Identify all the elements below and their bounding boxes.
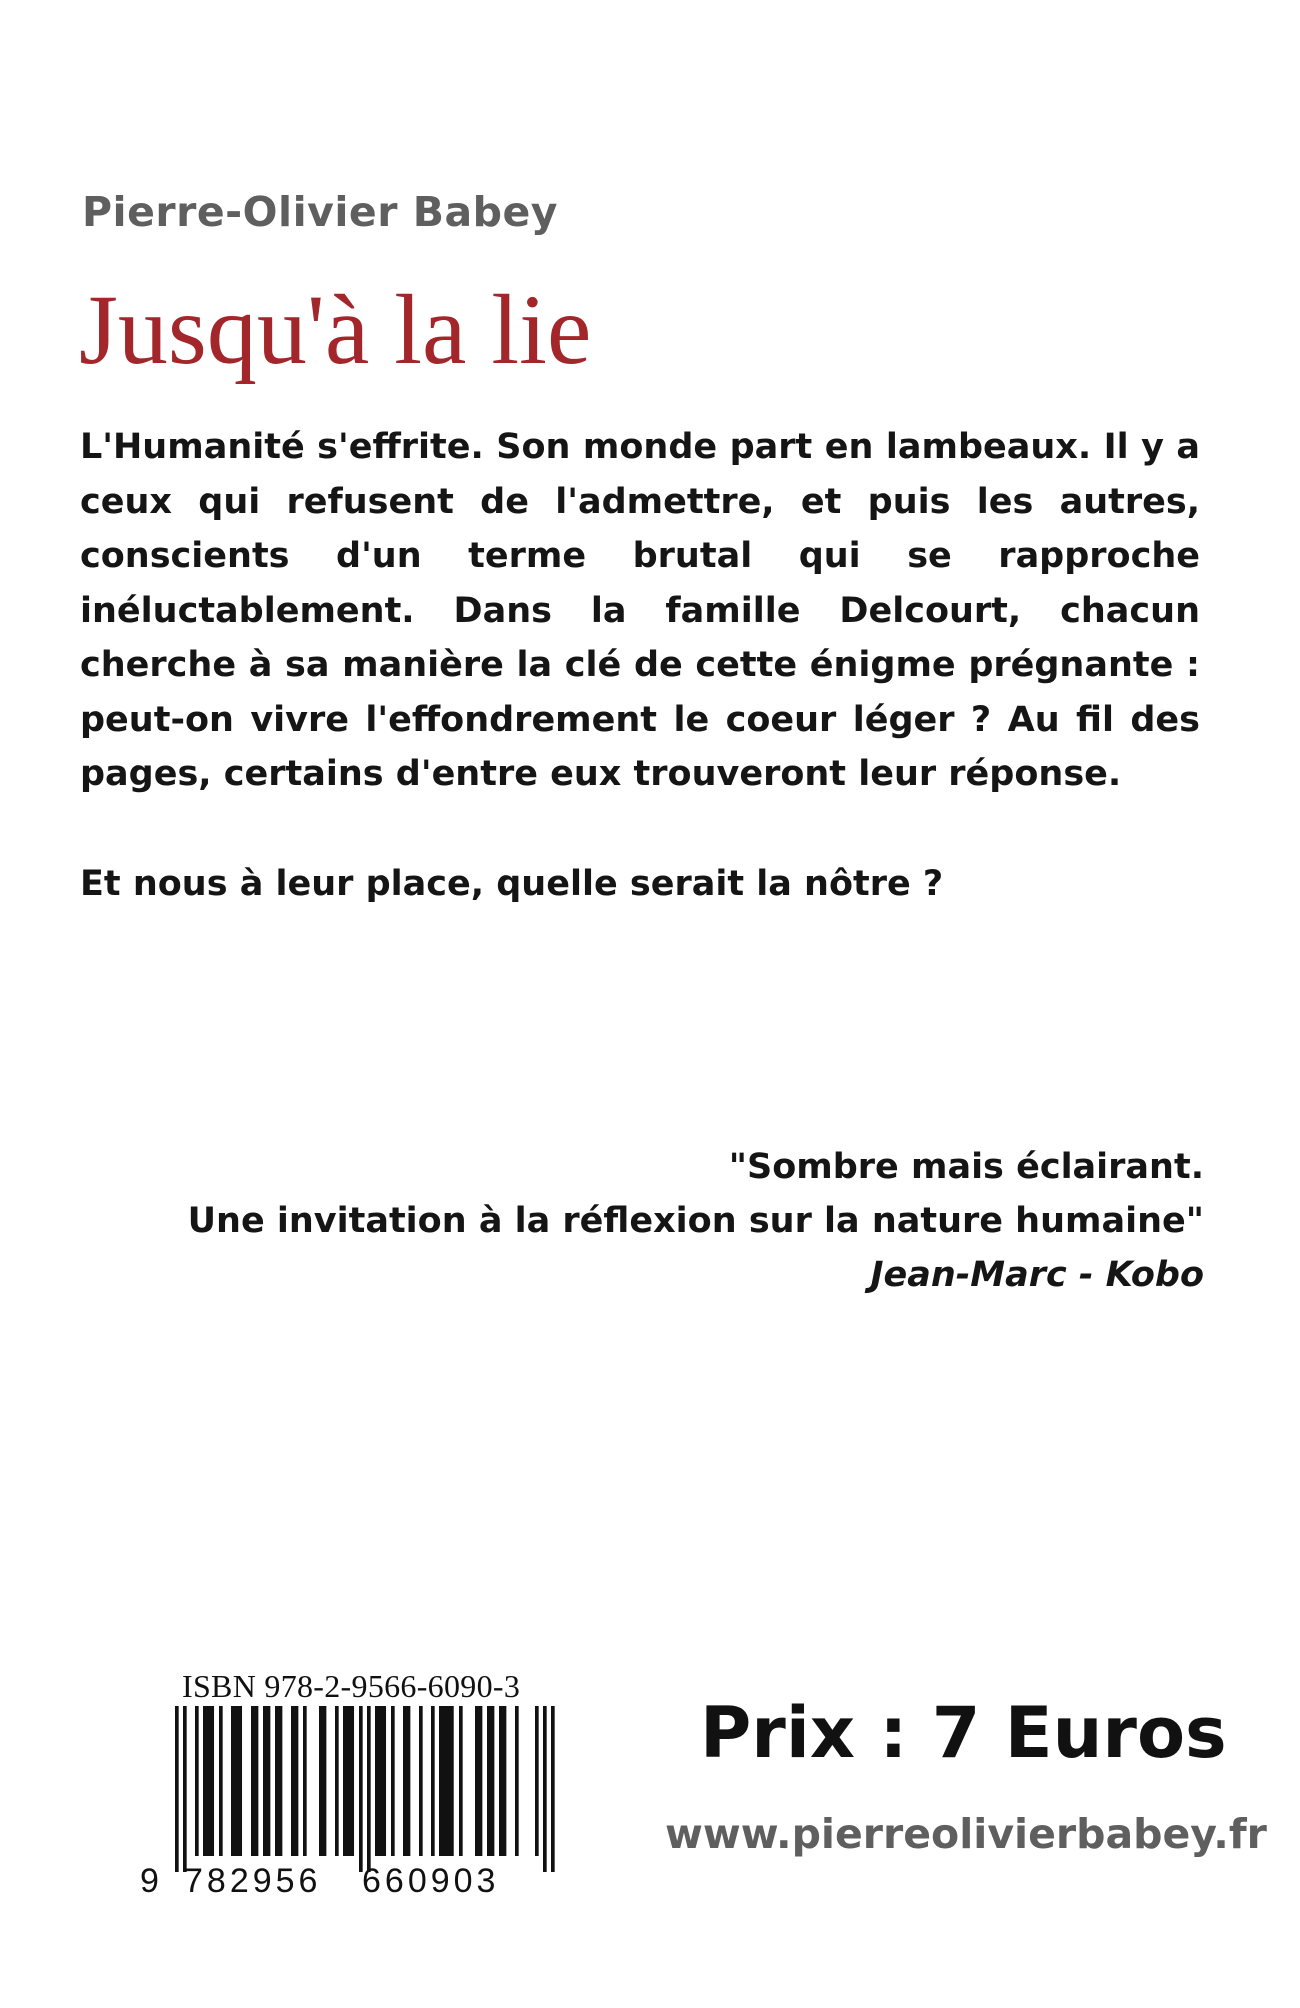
barcode-bar [219,1706,223,1856]
isbn-label: ISBN 978-2-9566-6090-3 [182,1668,521,1704]
barcode-bar [303,1706,307,1856]
barcode-bar [391,1706,395,1856]
website-link[interactable]: www.pierreolivierbabey.fr [665,1810,1267,1858]
barcode-bar [543,1706,547,1872]
barcode-bar [359,1706,363,1872]
isbn-digits-right: 660903 [362,1862,500,1900]
barcode-bar [439,1706,454,1856]
barcode-bar [375,1706,386,1856]
barcode-bar [319,1706,326,1856]
barcode-bar [367,1706,371,1872]
author-name: Pierre-Olivier Babey [82,188,559,236]
review-quote [188,1140,1204,1302]
barcode-bar [335,1706,339,1856]
barcode-bar [535,1706,539,1856]
barcode-bar [231,1706,242,1856]
barcode-bar [275,1706,282,1856]
barcode-bar [251,1706,258,1856]
barcode-bar [183,1706,187,1872]
isbn-barcode [140,1668,570,1908]
isbn-digits-left: 782956 [184,1862,322,1900]
barcode-bar [499,1706,506,1856]
price: Prix : 7 Euros [700,1692,1227,1774]
barcode-bar [263,1706,270,1856]
barcode-bar [431,1706,435,1856]
barcode-bar [551,1706,555,1872]
barcode-bar [475,1706,482,1856]
barcode-bar [343,1706,354,1856]
barcode-bar [291,1706,298,1856]
book-title: Jusqu'à la lie [79,274,592,385]
quote-line-1: "Sombre mais éclairant. [728,1147,1204,1187]
blurb-paragraph: L'Humanité s'effrite. Son monde part en lambeaux. Il y a ceux qui refusent de l'admettre, et puis les autres, conscients d'un terme brutal qui se rapproche inéluctablement. Dans la famille Delcourt, chacun cherche à sa manière la clé de cette énigme prégnante : peut-on vivre l'effondrement le coeur léger ? Au fil des pages, certains d'entre eux trouveront leur réponse. [80,427,1200,794]
blurb [80,420,1200,911]
barcode-bar [403,1706,410,1856]
isbn-digit-first: 9 [140,1862,159,1900]
barcode-bar [203,1706,214,1856]
barcode-bar [195,1706,199,1856]
barcode-bar [175,1706,179,1872]
quote-line-2: Une invitation à la réflexion sur la nature humaine" [187,1201,1204,1241]
quote-attribution: Jean-Marc - Kobo [870,1255,1204,1295]
barcode-bar [459,1706,463,1856]
barcode-bar [487,1706,494,1856]
barcode-bars [175,1706,555,1872]
barcode-bar [515,1706,519,1856]
barcode-bar [419,1706,423,1856]
blurb-question: Et nous à leur place, quelle serait la nôtre ? [80,863,944,904]
